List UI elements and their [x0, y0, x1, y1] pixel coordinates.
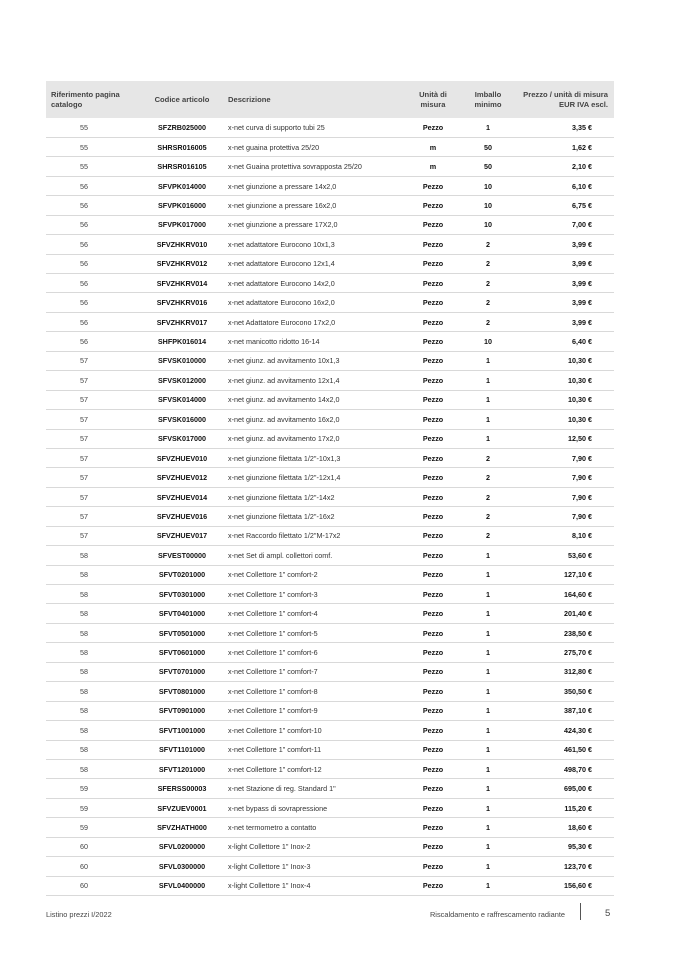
- cell-catalog-page: 57: [80, 395, 88, 405]
- cell-description: x-net giunz. ad avvitamento 16x2,0: [228, 414, 340, 424]
- table-body: [46, 118, 614, 896]
- cell-article-code: SFVZHUEV016: [156, 511, 208, 521]
- cell-article-code: SFVPK014000: [158, 181, 206, 191]
- cell-article-code: SFVT0501000: [158, 628, 206, 638]
- cell-unit: Pezzo: [422, 589, 444, 599]
- cell-catalog-page: 56: [80, 220, 88, 230]
- cell-unit: Pezzo: [422, 745, 444, 755]
- table-row: [46, 507, 614, 526]
- cell-catalog-page: 56: [80, 278, 88, 288]
- cell-price: 461,50 €: [564, 745, 592, 755]
- cell-min-packaging: 1: [486, 375, 490, 385]
- cell-unit: Pezzo: [422, 667, 444, 677]
- table-row: [46, 196, 614, 215]
- cell-unit: Pezzo: [422, 395, 444, 405]
- cell-article-code: SFVL0400000: [158, 881, 206, 891]
- cell-unit: m: [429, 142, 437, 152]
- cell-article-code: SFVSK014000: [158, 395, 206, 405]
- cell-unit: Pezzo: [422, 842, 444, 852]
- cell-min-packaging: 1: [486, 356, 490, 366]
- cell-price: 424,30 €: [564, 725, 592, 735]
- cell-unit: Pezzo: [422, 181, 444, 191]
- cell-catalog-page: 60: [80, 842, 88, 852]
- table-row: [46, 215, 614, 234]
- cell-unit: Pezzo: [422, 492, 444, 502]
- cell-description: x-net guaina protettiva 25/20: [228, 142, 320, 152]
- table-row: [46, 351, 614, 370]
- cell-price: 10,30 €: [568, 395, 592, 405]
- cell-description: x-net adattatore Eurocono 14x2,0: [228, 278, 335, 288]
- cell-catalog-page: 56: [80, 181, 88, 191]
- cell-article-code: SHFPK016014: [157, 337, 207, 347]
- cell-description: x-net giunzione filettata 1/2"-14x2: [228, 492, 335, 502]
- cell-price: 6,10 €: [572, 181, 592, 191]
- cell-min-packaging: 1: [486, 861, 490, 871]
- cell-description: x-light Collettore 1" Inox-4: [228, 881, 311, 891]
- footer-price-list-label: Listino prezzi I/2022: [46, 910, 112, 919]
- cell-description: x-net giunz. ad avvitamento 14x2,0: [228, 395, 340, 405]
- table-row: [46, 779, 614, 798]
- cell-unit: Pezzo: [422, 531, 444, 541]
- table-row: [46, 429, 614, 448]
- cell-price: 238,50 €: [564, 628, 592, 638]
- cell-unit: Pezzo: [422, 434, 444, 444]
- table-row: [46, 137, 614, 156]
- cell-article-code: SFVT0701000: [158, 667, 206, 677]
- cell-unit: Pezzo: [422, 725, 444, 735]
- cell-catalog-page: 56: [80, 298, 88, 308]
- cell-catalog-page: 58: [80, 628, 88, 638]
- table-row: [46, 818, 614, 837]
- cell-min-packaging: 1: [486, 434, 490, 444]
- cell-catalog-page: 57: [80, 473, 88, 483]
- cell-unit: Pezzo: [422, 550, 444, 560]
- cell-price: 3,99 €: [572, 259, 592, 269]
- table-row: [46, 274, 614, 293]
- cell-unit: Pezzo: [422, 686, 444, 696]
- cell-min-packaging: 1: [486, 550, 490, 560]
- cell-catalog-page: 55: [80, 142, 88, 152]
- cell-article-code: SFVT0901000: [158, 706, 206, 716]
- cell-description: x-net adattatore Eurocono 16x2,0: [228, 298, 335, 308]
- cell-article-code: SFVZHKRV017: [156, 317, 208, 327]
- cell-description: x-net Collettore 1" comfort-3: [228, 589, 318, 599]
- cell-description: x-net Collettore 1" comfort-8: [228, 686, 318, 696]
- cell-unit: Pezzo: [422, 473, 444, 483]
- header-price: Prezzo / unità di misura EUR IVA escl.: [523, 89, 608, 109]
- table-row: [46, 857, 614, 876]
- cell-min-packaging: 2: [486, 492, 490, 502]
- table-row: [46, 721, 614, 740]
- cell-description: x-net Guaina protettiva sovrapposta 25/20: [228, 162, 362, 172]
- cell-catalog-page: 57: [80, 414, 88, 424]
- cell-min-packaging: 1: [486, 842, 490, 852]
- cell-min-packaging: 1: [486, 686, 490, 696]
- header-min-packaging: Imballo minimo: [474, 89, 502, 109]
- cell-min-packaging: 1: [486, 784, 490, 794]
- cell-min-packaging: 50: [484, 142, 492, 152]
- cell-description: x-net giunzione a pressare 14x2,0: [228, 181, 337, 191]
- cell-price: 8,10 €: [572, 531, 592, 541]
- cell-article-code: SFVZHUEV010: [156, 453, 208, 463]
- cell-unit: Pezzo: [422, 648, 444, 658]
- cell-price: 12,50 €: [568, 434, 592, 444]
- cell-article-code: SFVZHKRV010: [156, 239, 208, 249]
- cell-catalog-page: 58: [80, 706, 88, 716]
- cell-article-code: SFVL0200000: [158, 842, 206, 852]
- cell-price: 7,00 €: [572, 220, 592, 230]
- table-row: [46, 157, 614, 176]
- cell-price: 3,99 €: [572, 298, 592, 308]
- table-row: [46, 662, 614, 681]
- cell-min-packaging: 1: [486, 764, 490, 774]
- table-row: [46, 332, 614, 351]
- cell-min-packaging: 2: [486, 278, 490, 288]
- cell-unit: Pezzo: [422, 784, 444, 794]
- cell-article-code: SFVSK017000: [158, 434, 206, 444]
- cell-article-code: SFVL0300000: [158, 861, 206, 871]
- cell-price: 10,30 €: [568, 414, 592, 424]
- cell-catalog-page: 57: [80, 356, 88, 366]
- cell-description: x-net Collettore 1" comfort-9: [228, 706, 318, 716]
- table-row: [46, 623, 614, 642]
- cell-description: x-net Collettore 1" comfort-7: [228, 667, 318, 677]
- table-row: [46, 682, 614, 701]
- cell-description: x-net termometro a contatto: [228, 822, 317, 832]
- cell-catalog-page: 59: [80, 822, 88, 832]
- cell-unit: Pezzo: [422, 803, 444, 813]
- cell-min-packaging: 10: [484, 200, 492, 210]
- cell-unit: Pezzo: [422, 356, 444, 366]
- cell-min-packaging: 10: [484, 181, 492, 191]
- cell-price: 3,35 €: [572, 122, 592, 132]
- cell-min-packaging: 1: [486, 648, 490, 658]
- cell-description: x-net curva di supporto tubi 25: [228, 122, 325, 132]
- cell-article-code: SFVPK017000: [158, 220, 206, 230]
- cell-unit: Pezzo: [422, 200, 444, 210]
- table-row: [46, 176, 614, 195]
- cell-catalog-page: 58: [80, 550, 88, 560]
- cell-min-packaging: 1: [486, 609, 490, 619]
- table-row: [46, 312, 614, 331]
- cell-price: 53,60 €: [568, 550, 592, 560]
- cell-unit: Pezzo: [422, 278, 444, 288]
- cell-catalog-page: 60: [80, 861, 88, 871]
- cell-unit: Pezzo: [422, 706, 444, 716]
- table-row: [46, 643, 614, 662]
- table-row: [46, 585, 614, 604]
- cell-catalog-page: 58: [80, 686, 88, 696]
- cell-price: 350,50 €: [564, 686, 592, 696]
- cell-min-packaging: 2: [486, 511, 490, 521]
- cell-article-code: SFVEST00000: [158, 550, 206, 560]
- cell-price: 164,60 €: [564, 589, 592, 599]
- cell-catalog-page: 58: [80, 570, 88, 580]
- header-article-code: Codice articolo: [154, 94, 210, 104]
- cell-catalog-page: 55: [80, 162, 88, 172]
- cell-price: 3,99 €: [572, 239, 592, 249]
- cell-unit: Pezzo: [422, 861, 444, 871]
- cell-price: 3,99 €: [572, 317, 592, 327]
- cell-catalog-page: 57: [80, 531, 88, 541]
- table-row: [46, 876, 614, 895]
- table-row: [46, 410, 614, 429]
- cell-catalog-page: 57: [80, 375, 88, 385]
- table-row: [46, 546, 614, 565]
- cell-catalog-page: 57: [80, 511, 88, 521]
- page-number: 5: [605, 908, 611, 919]
- cell-catalog-page: 57: [80, 492, 88, 502]
- table-row: [46, 371, 614, 390]
- cell-price: 127,10 €: [564, 570, 592, 580]
- cell-min-packaging: 1: [486, 628, 490, 638]
- cell-price: 7,90 €: [572, 453, 592, 463]
- table-row: [46, 254, 614, 273]
- cell-unit: Pezzo: [422, 220, 444, 230]
- table-row: [46, 390, 614, 409]
- cell-min-packaging: 1: [486, 803, 490, 813]
- header-unit: Unità di misura: [419, 89, 447, 109]
- cell-article-code: SFVZHUEV012: [156, 473, 208, 483]
- cell-unit: m: [429, 162, 437, 172]
- cell-article-code: SFVZHKRV012: [156, 259, 208, 269]
- cell-min-packaging: 2: [486, 259, 490, 269]
- table-header: [46, 81, 614, 118]
- cell-description: x-light Collettore 1" Inox-2: [228, 842, 311, 852]
- cell-min-packaging: 1: [486, 822, 490, 832]
- cell-description: x-net giunzione a pressare 17X2,0: [228, 220, 338, 230]
- cell-catalog-page: 56: [80, 239, 88, 249]
- cell-catalog-page: 58: [80, 648, 88, 658]
- cell-description: x-net Adattatore Eurocono 17x2,0: [228, 317, 336, 327]
- table-row: [46, 293, 614, 312]
- cell-catalog-page: 58: [80, 745, 88, 755]
- price-list-table-container: [46, 81, 614, 896]
- cell-unit: Pezzo: [422, 298, 444, 308]
- cell-unit: Pezzo: [422, 881, 444, 891]
- table-row: [46, 604, 614, 623]
- cell-article-code: SFVZHUEV014: [156, 492, 208, 502]
- cell-price: 275,70 €: [564, 648, 592, 658]
- cell-price: 3,99 €: [572, 278, 592, 288]
- cell-price: 115,20 €: [564, 803, 592, 813]
- cell-catalog-page: 58: [80, 667, 88, 677]
- cell-price: 95,30 €: [568, 842, 592, 852]
- cell-description: x-net giunzione filettata 1/2"-12x1,4: [228, 473, 341, 483]
- cell-min-packaging: 2: [486, 317, 490, 327]
- cell-unit: Pezzo: [422, 259, 444, 269]
- cell-min-packaging: 1: [486, 725, 490, 735]
- cell-article-code: SFVSK016000: [158, 414, 206, 424]
- cell-description: x-net adattatore Eurocono 12x1,4: [228, 259, 335, 269]
- cell-min-packaging: 2: [486, 239, 490, 249]
- cell-catalog-page: 59: [80, 803, 88, 813]
- cell-unit: Pezzo: [422, 122, 444, 132]
- cell-article-code: SFVT0801000: [158, 686, 206, 696]
- cell-description: x-net giunzione filettata 1/2"-10x1,3: [228, 453, 341, 463]
- cell-catalog-page: 57: [80, 434, 88, 444]
- header-catalog-page: Riferimento pagina catalogo: [51, 89, 120, 109]
- cell-article-code: SFVT0601000: [158, 648, 206, 658]
- cell-min-packaging: 2: [486, 453, 490, 463]
- cell-article-code: SFVZHKRV014: [156, 278, 208, 288]
- cell-description: x-net Set di ampl. collettori comf.: [228, 550, 333, 560]
- cell-min-packaging: 1: [486, 589, 490, 599]
- cell-article-code: SHRSR016105: [157, 162, 207, 172]
- cell-min-packaging: 1: [486, 745, 490, 755]
- cell-min-packaging: 50: [484, 162, 492, 172]
- cell-unit: Pezzo: [422, 628, 444, 638]
- cell-unit: Pezzo: [422, 609, 444, 619]
- cell-description: x-net giunz. ad avvitamento 17x2,0: [228, 434, 340, 444]
- cell-unit: Pezzo: [422, 337, 444, 347]
- header-row: [46, 81, 614, 118]
- cell-catalog-page: 57: [80, 453, 88, 463]
- cell-price: 7,90 €: [572, 473, 592, 483]
- table-row: [46, 565, 614, 584]
- cell-unit: Pezzo: [422, 453, 444, 463]
- footer-section-title: Riscaldamento e raffrescamento radiante: [429, 910, 565, 919]
- cell-article-code: SFVZHUEV017: [156, 531, 208, 541]
- table-row: [46, 235, 614, 254]
- cell-min-packaging: 10: [484, 220, 492, 230]
- cell-min-packaging: 2: [486, 473, 490, 483]
- cell-description: x-net giunzione a pressare 16x2,0: [228, 200, 337, 210]
- price-list-table: [46, 81, 614, 896]
- cell-article-code: SFVZUEV0001: [157, 803, 207, 813]
- cell-description: x-net Collettore 1" comfort-6: [228, 648, 318, 658]
- cell-article-code: SFZRB025000: [158, 122, 206, 132]
- cell-price: 1,62 €: [572, 142, 592, 152]
- cell-price: 123,70 €: [564, 861, 592, 871]
- cell-article-code: SFVSK010000: [158, 356, 206, 366]
- cell-catalog-page: 56: [80, 200, 88, 210]
- cell-price: 18,60 €: [568, 822, 592, 832]
- cell-min-packaging: 1: [486, 570, 490, 580]
- cell-price: 7,90 €: [572, 492, 592, 502]
- cell-article-code: SFVPK016000: [158, 200, 206, 210]
- cell-price: 6,40 €: [572, 337, 592, 347]
- table-row: [46, 759, 614, 778]
- cell-description: x-net Stazione di reg. Standard 1": [228, 784, 336, 794]
- table-row: [46, 837, 614, 856]
- cell-description: x-net Collettore 1" comfort-11: [228, 745, 322, 755]
- cell-catalog-page: 58: [80, 609, 88, 619]
- table-row: [46, 798, 614, 817]
- cell-catalog-page: 56: [80, 317, 88, 327]
- cell-price: 312,80 €: [564, 667, 592, 677]
- cell-catalog-page: 58: [80, 764, 88, 774]
- cell-article-code: SFVT1001000: [158, 725, 206, 735]
- cell-min-packaging: 1: [486, 881, 490, 891]
- cell-min-packaging: 1: [486, 122, 490, 132]
- cell-article-code: SFERSS00003: [157, 784, 207, 794]
- table-row: [46, 701, 614, 720]
- cell-article-code: SFVT0301000: [158, 589, 206, 599]
- cell-catalog-page: 56: [80, 259, 88, 269]
- cell-min-packaging: 10: [484, 337, 492, 347]
- cell-price: 10,30 €: [568, 375, 592, 385]
- table-row: [46, 526, 614, 545]
- cell-catalog-page: 59: [80, 784, 88, 794]
- cell-description: x-light Collettore 1" Inox-3: [228, 861, 311, 871]
- cell-price: 201,40 €: [564, 609, 592, 619]
- cell-description: x-net giunz. ad avvitamento 12x1,4: [228, 375, 340, 385]
- cell-description: x-net Raccordo filettato 1/2"M-17x2: [228, 531, 341, 541]
- cell-catalog-page: 60: [80, 881, 88, 891]
- cell-min-packaging: 1: [486, 706, 490, 716]
- cell-article-code: SFVZHATH000: [157, 822, 207, 832]
- cell-unit: Pezzo: [422, 822, 444, 832]
- cell-unit: Pezzo: [422, 764, 444, 774]
- table-row: [46, 468, 614, 487]
- cell-unit: Pezzo: [422, 414, 444, 424]
- cell-article-code: SHRSR016005: [157, 142, 207, 152]
- cell-price: 10,30 €: [568, 356, 592, 366]
- cell-description: x-net adattatore Eurocono 10x1,3: [228, 239, 335, 249]
- cell-description: x-net Collettore 1" comfort-12: [228, 764, 322, 774]
- cell-min-packaging: 2: [486, 531, 490, 541]
- cell-catalog-page: 56: [80, 337, 88, 347]
- cell-catalog-page: 58: [80, 725, 88, 735]
- cell-unit: Pezzo: [422, 317, 444, 327]
- table-row: [46, 740, 614, 759]
- cell-description: x-net Collettore 1" comfort-10: [228, 725, 322, 735]
- cell-price: 498,70 €: [564, 764, 592, 774]
- cell-article-code: SFVT0401000: [158, 609, 206, 619]
- cell-min-packaging: 1: [486, 667, 490, 677]
- cell-unit: Pezzo: [422, 239, 444, 249]
- table-row: [46, 448, 614, 467]
- cell-description: x-net manicotto ridotto 16-14: [228, 337, 320, 347]
- header-description: Descrizione: [228, 94, 271, 104]
- cell-catalog-page: 55: [80, 122, 88, 132]
- cell-article-code: SFVZHKRV016: [156, 298, 208, 308]
- cell-description: x-net Collettore 1" comfort-2: [228, 570, 318, 580]
- cell-unit: Pezzo: [422, 511, 444, 521]
- cell-description: x-net bypass di sovrapressione: [228, 803, 328, 813]
- cell-description: x-net Collettore 1" comfort-5: [228, 628, 318, 638]
- footer-divider: [580, 903, 581, 920]
- cell-min-packaging: 2: [486, 298, 490, 308]
- cell-price: 156,60 €: [564, 881, 592, 891]
- cell-article-code: SFVSK012000: [158, 375, 206, 385]
- table-row: [46, 487, 614, 506]
- cell-price: 2,10 €: [572, 162, 592, 172]
- cell-price: 7,90 €: [572, 511, 592, 521]
- cell-description: x-net giunz. ad avvitamento 10x1,3: [228, 356, 340, 366]
- cell-article-code: SFVT1101000: [159, 745, 205, 755]
- cell-price: 6,75 €: [572, 200, 592, 210]
- cell-description: x-net Collettore 1" comfort-4: [228, 609, 318, 619]
- table-row: [46, 118, 614, 137]
- cell-min-packaging: 1: [486, 395, 490, 405]
- cell-unit: Pezzo: [422, 570, 444, 580]
- cell-unit: Pezzo: [422, 375, 444, 385]
- cell-price: 695,00 €: [564, 784, 592, 794]
- cell-price: 387,10 €: [564, 706, 592, 716]
- cell-article-code: SFVT1201000: [158, 764, 206, 774]
- cell-description: x-net giunzione filettata 1/2"-16x2: [228, 511, 335, 521]
- cell-article-code: SFVT0201000: [158, 570, 206, 580]
- cell-catalog-page: 58: [80, 589, 88, 599]
- cell-min-packaging: 1: [486, 414, 490, 424]
